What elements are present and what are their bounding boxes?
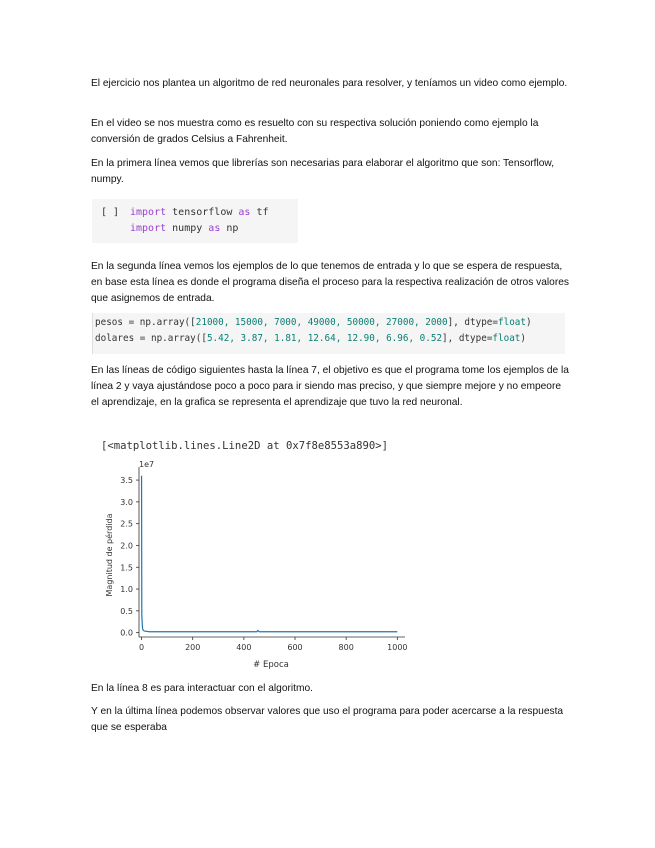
x-tick-label: 400	[236, 643, 252, 652]
code-text: dolares = np.array([	[95, 333, 207, 344]
y-tick-label: 0.5	[120, 606, 133, 616]
code-line-import-tensorflow	[130, 207, 269, 218]
x-tick-label: 0	[139, 643, 145, 652]
code-dtype: float	[498, 317, 526, 328]
loss-chart	[95, 455, 425, 670]
x-tick-label: 200	[185, 643, 201, 652]
y-tick-label: 3.0	[120, 497, 133, 507]
keyword: as	[208, 223, 221, 234]
paragraph-first-line: En la primera línea vemos que librerías son necesarias para elaborar el algoritmo que son: Tensorflow, numpy.	[91, 158, 555, 185]
alias: tf	[256, 207, 269, 218]
paragraph-training: En las líneas de código siguientes hasta la línea 7, el objetivo es que el programa tome los ejemplos de la línea 2 y vaya ajustándose poco a poco para ir siendo mas preciso, y que siempre mejore y no empeore el aprendizaje, en la grafica se representa el aprendizaje que tuvo la red neuronal.	[91, 365, 569, 408]
y-tick-label: 1.0	[120, 585, 133, 595]
code-line-import-numpy	[130, 223, 238, 234]
x-axis-label: # Epoca	[253, 660, 289, 670]
module-name: numpy	[172, 223, 203, 234]
chart-output-repr: [<matplotlib.lines.Line2D at 0x7f8e8553a890>]	[101, 440, 389, 452]
y-tick-label: 3.5	[120, 476, 133, 486]
code-dtype: float	[492, 333, 521, 344]
keyword: as	[238, 207, 251, 218]
code-cell-imports	[92, 199, 298, 243]
paragraph-line-8: En la línea 8 es para interactuar con el algoritmo.	[91, 683, 313, 694]
code-text: )	[526, 317, 532, 328]
code-text: pesos = np.array([	[95, 317, 196, 328]
paragraph-video: En el video se nos muestra como es resuelto con su respectiva solución poniendo como ejemplo la conversión de grados Celsius a Fahrenheit.	[91, 118, 539, 145]
run-cell-button[interactable]: [ ]	[101, 207, 120, 218]
x-tick-label: 600	[287, 643, 303, 652]
code-line-pesos	[95, 317, 532, 328]
y-tick-label: 2.0	[120, 541, 133, 551]
code-text: ], dtype=	[447, 317, 498, 328]
code-numbers: 5.42, 3.87, 1.81, 12.64, 12.90, 6.96, 0.52	[206, 333, 443, 344]
keyword: import	[130, 223, 167, 234]
y-axis-multiplier: 1e7	[139, 460, 155, 469]
y-axis-label: Magnitud de pérdida	[105, 513, 114, 597]
paragraph-second-line: En la segunda línea vemos los ejemplos de lo que tenemos de entrada y lo que se espera de respuesta, en base esta línea es donde el programa diseña el proceso para la respectiva realización de otros valores que asignemos de entrada.	[91, 261, 569, 304]
x-tick-label: 1000	[387, 643, 408, 652]
code-line-dolares	[95, 333, 526, 344]
code-cell-data	[92, 313, 565, 354]
code-text: )	[520, 333, 527, 344]
code-text: ], dtype=	[442, 333, 493, 344]
keyword: import	[130, 207, 167, 218]
loss-series-line	[142, 476, 398, 632]
code-numbers: 21000, 15000, 7000, 49000, 50000, 27000, 2000	[195, 317, 448, 328]
y-tick-label: 1.5	[120, 563, 133, 573]
alias: np	[226, 223, 239, 234]
paragraph-intro: El ejercicio nos plantea un algoritmo de red neuronales para resolver, y teníamos un video como ejemplo.	[91, 78, 568, 89]
module-name: tensorflow	[172, 207, 233, 218]
x-tick-label: 800	[338, 643, 354, 652]
y-tick-label: 2.5	[120, 519, 133, 529]
y-tick-label: 0.0	[120, 628, 133, 638]
paragraph-last-line: Y en la última línea podemos observar valores que uso el programa para poder acercarse a la respuesta que se esperaba	[91, 706, 564, 733]
